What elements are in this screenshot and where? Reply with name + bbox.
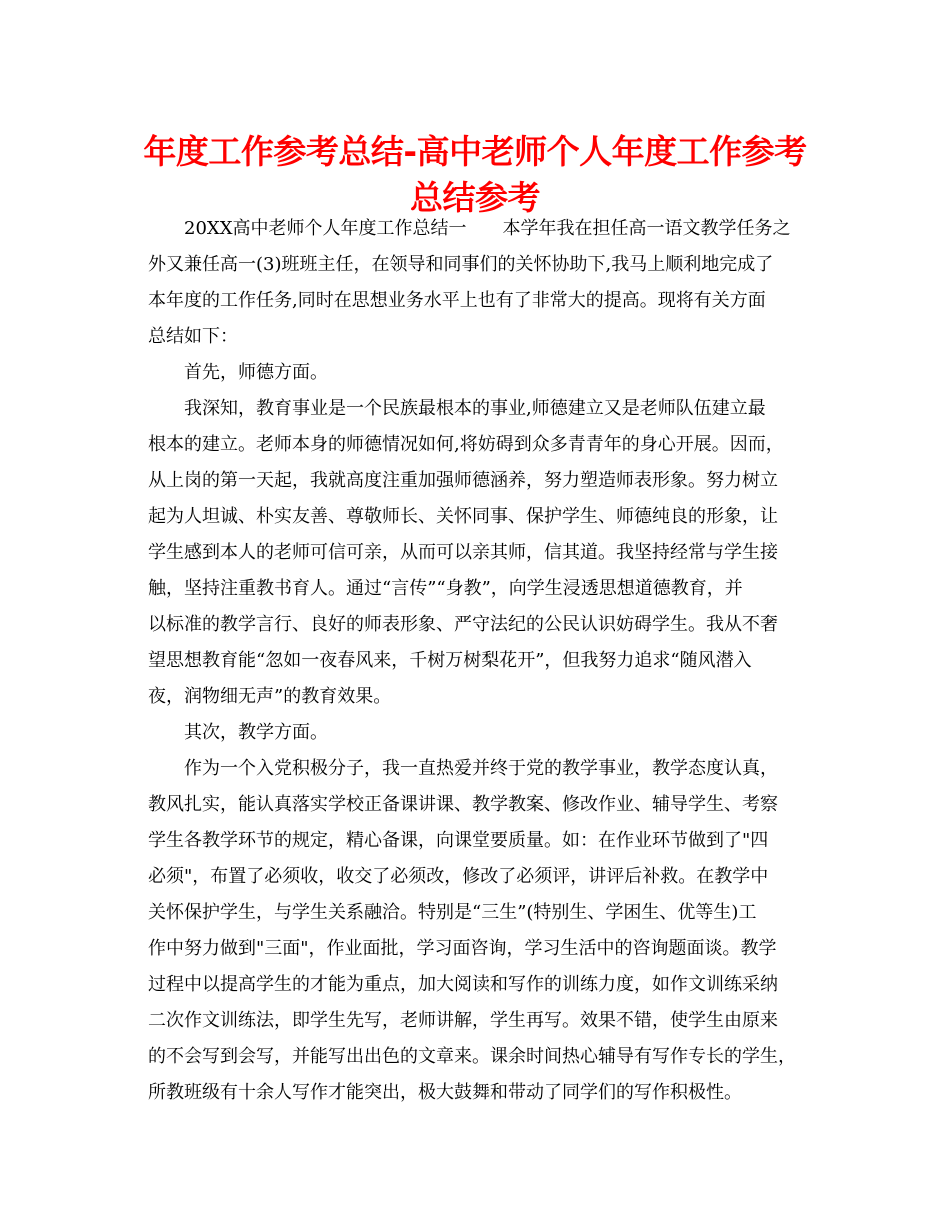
body-line-12: 以标准的教学言行、良好的师表形象、严守法纪的公民认识妨碍学生。我从不奢 xyxy=(148,614,778,635)
body-line-22: 过程中以提高学生的才能为重点，加大阅读和写作的训练力度，如作文训练采纳 xyxy=(148,974,778,995)
body-line-14: 夜，润物细无声”的教育效果。 xyxy=(148,686,392,707)
body-line-6: 我深知，教育事业是一个民族最根本的事业,师德建立又是老师队伍建立最 xyxy=(184,398,766,419)
section-heading-1: 首先，师德方面。 xyxy=(184,362,328,383)
body-line-1: 20XX高中老师个人年度工作总结一 本学年我在担任高一语文教学任务之 xyxy=(184,218,791,239)
body-line-11: 触，坚持注重教书育人。通过“言传”“身教”，向学生浸透思想道德教育，并 xyxy=(148,578,743,599)
body-line-3: 本年度的工作任务,同时在思想业务水平上也有了非常大的提高。现将有关方面 xyxy=(148,290,766,311)
body-line-17: 教风扎实，能认真落实学校正备课讲课、教学教案、修改作业、辅导学生、考察 xyxy=(148,794,778,815)
body-line-10: 学生感到本人的老师可信可亲，从而可以亲其师，信其道。我坚持经常与学生接 xyxy=(148,542,778,563)
body-line-20: 关怀保护学生，与学生关系融洽。特别是“三生”(特别生、学困生、优等生)工 xyxy=(148,902,757,923)
body-line-21: 作中努力做到"三面"，作业面批，学习面咨询，学习生活中的咨询题面谈。教学 xyxy=(148,938,777,959)
document-title-line-1: 年度工作参考总结-高中老师个人年度工作参考 xyxy=(143,132,807,171)
body-line-7: 根本的建立。老师本身的师德情况如何,将妨碍到众多青青年的身心开展。因而， xyxy=(148,434,784,455)
body-line-8: 从上岗的第一天起，我就高度注重加强师德涵养，努力塑造师表形象。努力树立 xyxy=(148,470,778,491)
document-title-line-2: 总结参考 xyxy=(410,178,540,217)
body-line-25: 所教班级有十余人写作才能突出，极大鼓舞和带动了同学们的写作积极性。 xyxy=(148,1082,742,1103)
body-line-18: 学生各教学环节的规定，精心备课，向课堂要质量。如：在作业环节做到了"四 xyxy=(148,830,769,851)
body-line-4: 总结如下： xyxy=(148,326,238,347)
body-line-16: 作为一个入党积极分子，我一直热爱并终于党的教学事业，教学态度认真， xyxy=(184,758,778,779)
body-line-9: 起为人坦诚、朴实友善、尊敬师长、关怀同事、保护学生、师德纯良的形象，让 xyxy=(148,506,778,527)
body-line-2: 外又兼任高一(3)班班主任，在领导和同事们的关怀协助下,我马上顺利地完成了 xyxy=(148,254,774,275)
body-line-23: 二次作文训练法，即学生先写，老师讲解，学生再写。效果不错，使学生由原来 xyxy=(148,1010,778,1031)
body-line-19: 必须"，布置了必须收，收交了必须改，修改了必须评，讲评后补救。在教学中 xyxy=(148,866,769,887)
body-line-13: 望思想教育能“忽如一夜春风来，千树万树梨花开”，但我努力追求“随风潜入 xyxy=(148,650,752,671)
body-line-24: 的不会写到会写，并能写出出色的文章来。课余时间热心辅导有写作专长的学生， xyxy=(148,1046,796,1067)
section-heading-2: 其次，教学方面。 xyxy=(184,722,328,743)
